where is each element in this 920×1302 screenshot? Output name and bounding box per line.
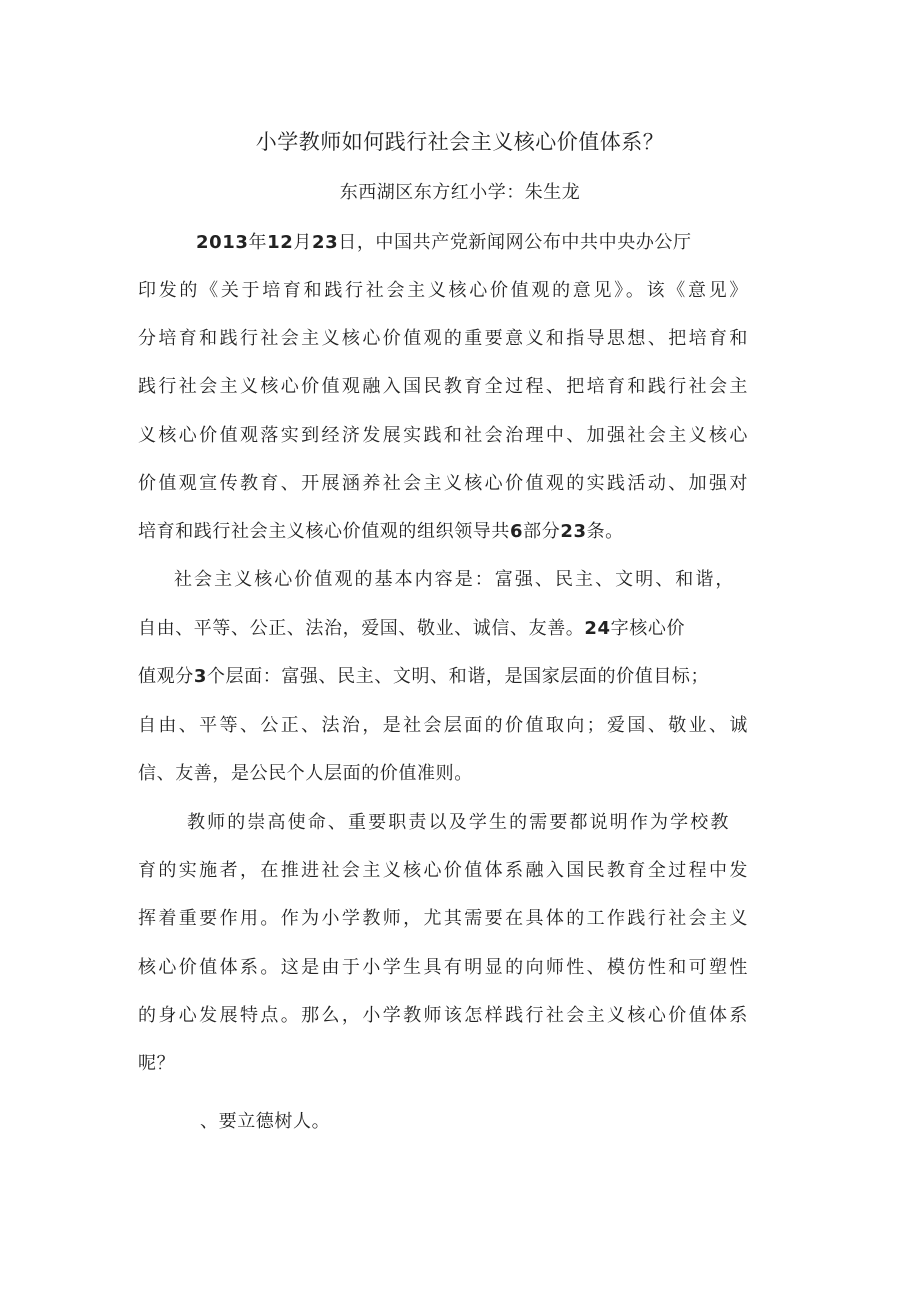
paragraph-3-line-4: 核心价值体系。这是由于小学生具有明显的向师性、模仿性和可塑性 (138, 957, 748, 978)
day-number: 23 (311, 232, 339, 253)
month-unit: 月 (293, 232, 312, 253)
paragraph-3-line-1: 教师的崇高使命、重要职责以及学生的需要都说明作为学校教 (187, 812, 729, 833)
character-count: 24 (584, 618, 611, 639)
year-unit: 年 (248, 232, 268, 253)
paragraph-3-line-3: 挥着重要作用。作为小学教师，尤其需要在具体的工作践行社会主义 (138, 908, 748, 929)
paragraph-2-line-4: 自由、平等、公正、法治，是社会层面的价值取向；爱国、敬业、诚 (138, 715, 748, 736)
paragraph-2-line-2-text-a: 自由、平等、公正、法治，爱国、敬业、诚信、友善。 (138, 618, 585, 639)
paragraph-2-line-5: 信、友善，是公民个人层面的价值准则。 (138, 763, 473, 784)
paragraph-1-line-5: 义核心价值观落实到经济发展实践和社会治理中、加强社会主义核心 (138, 425, 748, 446)
paragraph-3-line-5: 的身心发展特点。那么，小学教师该怎样践行社会主义核心价值体系 (138, 1005, 748, 1026)
author-line: 东西湖区东方红小学：朱生龙 (339, 182, 581, 203)
articles-count: 23 (560, 521, 587, 542)
parts-count: 6 (510, 521, 524, 542)
month-number: 12 (267, 232, 294, 253)
paragraph-1-line-7-text-c: 条。 (586, 521, 624, 542)
paragraph-2-line-3-text-b: 个层面：富强、民主、文明、和谐，是国家层面的价值目标； (206, 666, 710, 687)
paragraph-1-line-3: 分培育和践行社会主义核心价值观的重要意义和指导思想、把培育和 (138, 328, 748, 349)
paragraph-1-line-7 (138, 519, 748, 545)
year-number: 2013 (196, 232, 249, 253)
document-title: 小学教师如何践行社会主义核心价值体系？ (255, 130, 665, 154)
levels-count: 3 (193, 666, 207, 687)
paragraph-2-line-2-text-b: 字核心价 (610, 618, 686, 639)
paragraph-1-line-1 (196, 230, 716, 256)
paragraph-3-line-6: 呢？ (138, 1053, 176, 1074)
paragraph-2-line-1: 社会主义核心价值观的基本内容是：富强、民主、文明、和谐， (174, 569, 734, 590)
paragraph-1-line-4: 践行社会主义核心价值观融入国民教育全过程、把培育和践行社会主 (138, 376, 748, 397)
paragraph-3-line-2: 育的实施者，在推进社会主义核心价值体系融入国民教育全过程中发 (138, 860, 748, 881)
paragraph-1-line-7-text-b: 部分 (523, 521, 561, 542)
paragraph-1-line-1-text: 日，中国共产党新闻网公布中共中央办公厅 (338, 232, 692, 253)
paragraph-2-line-2 (138, 616, 723, 642)
paragraph-1-line-6: 价值观宣传教育、开展涵养社会主义核心价值观的实践活动、加强对 (138, 473, 748, 494)
paragraph-1-line-2: 印发的《关于培育和践行社会主义核心价值观的意见》。该《意见》 (138, 280, 748, 301)
paragraph-2-line-3-text-a: 值观分 (138, 666, 194, 687)
paragraph-1-line-7-text-a: 培育和践行社会主义核心价值观的组织领导共 (138, 521, 510, 542)
section-heading-1: 、要立德树人。 (200, 1111, 331, 1132)
paragraph-2-line-3 (138, 664, 748, 690)
